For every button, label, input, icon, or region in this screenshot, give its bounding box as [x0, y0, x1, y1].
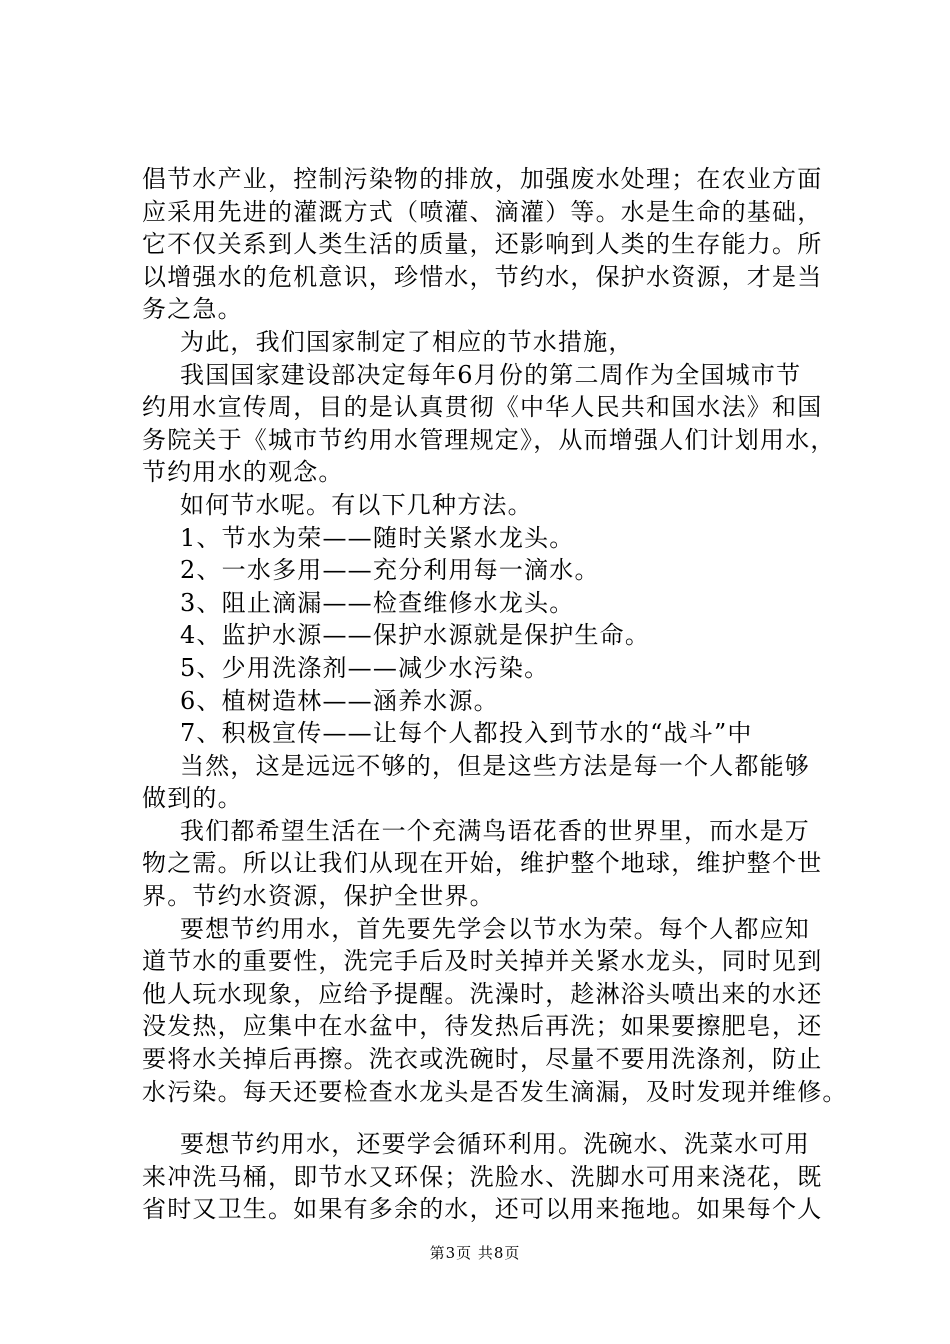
text-line: 物之需。所以让我们从现在开始，维护整个地球，维护整个世	[142, 849, 823, 878]
text-line: 道节水的重要性，洗完手后及时关掉并关紧水龙头，同时见到	[142, 947, 823, 976]
text-line: 它不仅关系到人类生活的质量，还影响到人类的生存能力。所	[142, 230, 823, 259]
text-line: 省时又卫生。如果有多余的水，还可以用来拖地。如果每个人	[142, 1195, 823, 1224]
text-line: 以增强水的危机意识，珍惜水，节约水，保护水资源，才是当	[142, 262, 823, 291]
text-line: 要想节约用水，首先要先学会以节水为荣。每个人都应知	[180, 914, 810, 943]
page-number-footer: 第3页 共8页	[429, 1244, 521, 1262]
text-line: 要想节约用水，还要学会循环利用。洗碗水、洗菜水可用	[180, 1130, 810, 1159]
text-line: 节约用水的观念。	[142, 458, 344, 487]
document-body	[142, 163, 848, 1226]
list-item: 4、监护水源——保护水源就是保护生命。	[180, 621, 651, 650]
list-item: 3、阻止滴漏——检查维修水龙头。	[180, 588, 575, 617]
text-line: 如何节水呢。有以下几种方法。	[180, 490, 533, 519]
text-line: 界。节约水资源，保护全世界。	[142, 882, 495, 911]
text-line: 务院关于《城市节约用水管理规定》，从而增强人们计划用水，	[142, 425, 836, 454]
list-item: 7、积极宣传——让每个人都投入到节水的“战斗”中	[180, 719, 753, 748]
text-line: 没发热，应集中在水盆中，待发热后再洗；如果要擦肥皂，还	[142, 1012, 823, 1041]
text-line: 做到的。	[142, 784, 243, 813]
list-item: 2、一水多用——充分利用每一滴水。	[180, 556, 600, 585]
text-line: 他人玩水现象，应给予提醒。洗澡时，趁淋浴头喷出来的水还	[142, 979, 823, 1008]
text-line: 当然，这是远远不够的，但是这些方法是每一个人都能够	[180, 751, 810, 780]
text-line: 水污染。每天还要检查水龙头是否发生滴漏，及时发现并维修。	[142, 1077, 848, 1106]
text-line: 务之急。	[142, 295, 243, 324]
text-line: 倡节水产业，控制污染物的排放，加强废水处理；在农业方面	[142, 165, 823, 193]
text-line: 应采用先进的灌溉方式（喷灌、滴灌）等。水是生命的基础，	[142, 197, 823, 226]
list-item: 6、植树造林——涵养水源。	[180, 686, 499, 715]
list-item: 5、少用洗涤剂——减少水污染。	[180, 653, 550, 682]
text-line: 我们都希望生活在一个充满鸟语花香的世界里，而水是万	[180, 816, 810, 845]
text-line: 来冲洗马桶，即节水又环保；洗脸水、洗脚水可用来浇花，既	[142, 1162, 823, 1191]
list-item: 1、节水为荣——随时关紧水龙头。	[180, 523, 575, 552]
text-line: 我国国家建设部决定每年6月份的第二周作为全国城市节	[180, 360, 802, 389]
text-line: 要将水关掉后再擦。洗衣或洗碗时，尽量不要用洗涤剂，防止	[142, 1045, 823, 1074]
text-line: 为此，我们国家制定了相应的节水措施，	[180, 327, 634, 356]
text-line: 约用水宣传周，目的是认真贯彻《中华人民共和国水法》和国	[142, 393, 823, 422]
